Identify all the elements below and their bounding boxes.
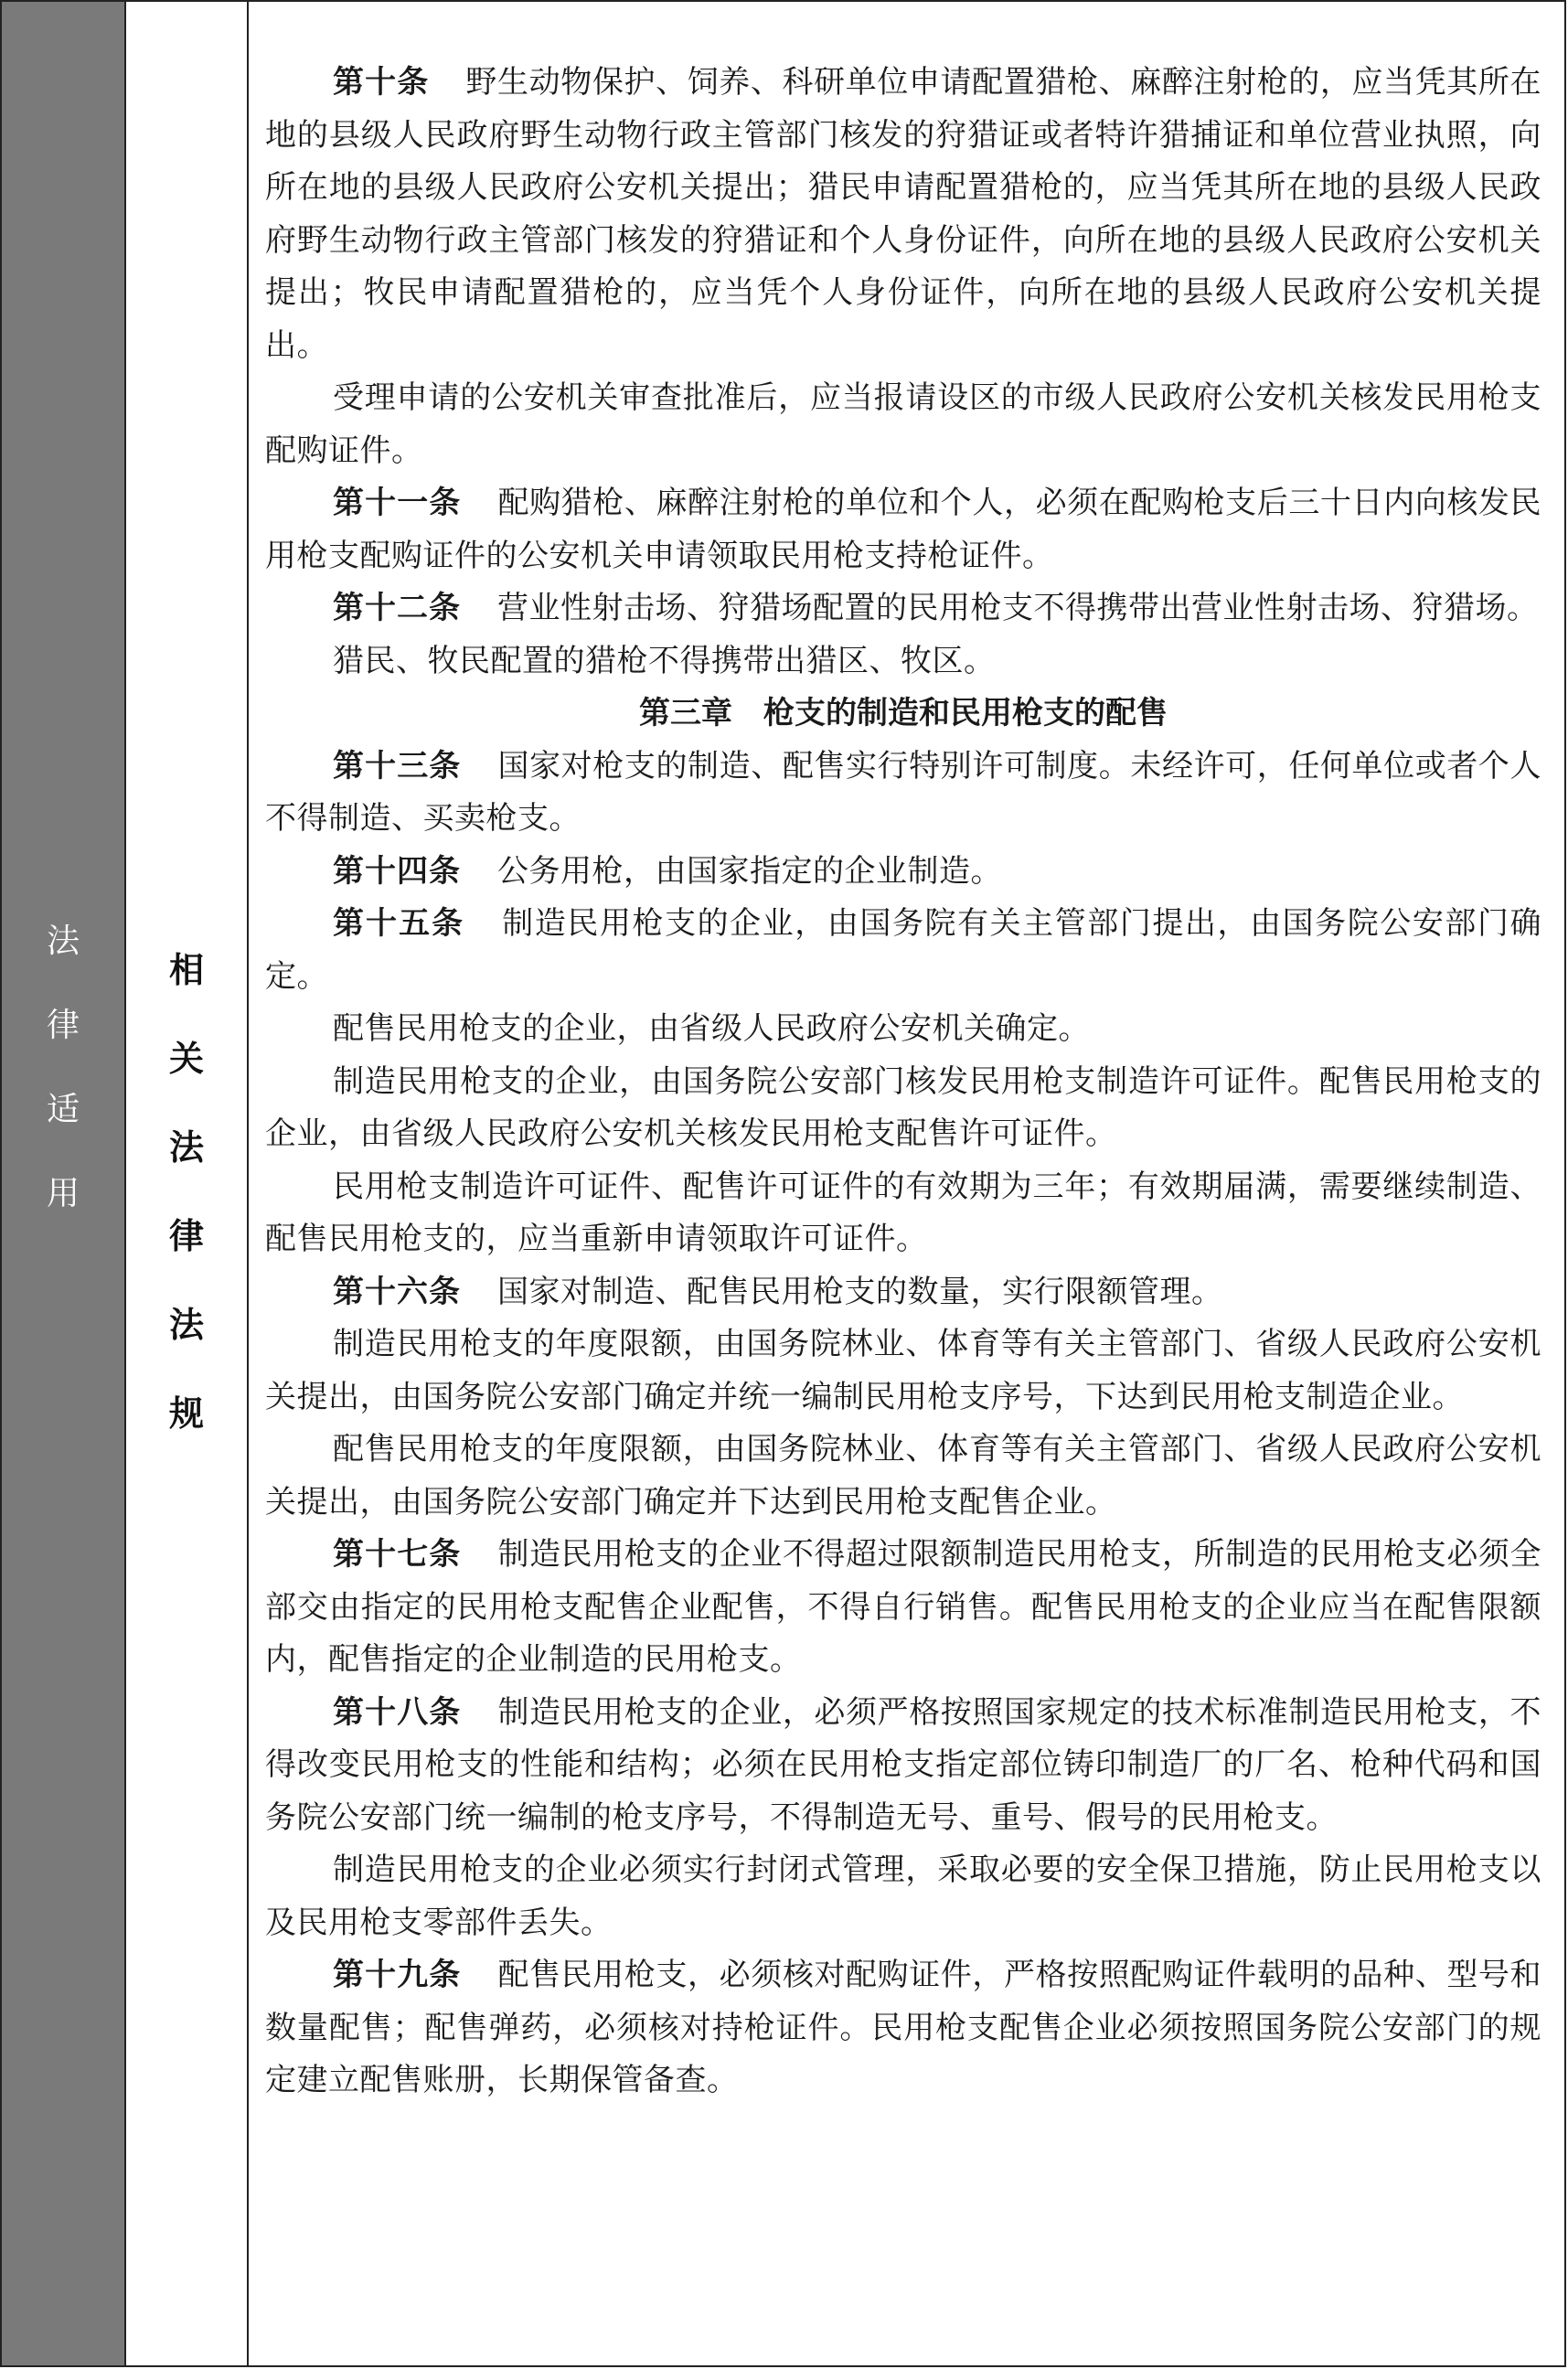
vertical-char: 规 xyxy=(168,1393,204,1434)
article-text: 配售民用枪支，必须核对配购证件，严格按照配购证件载明的品种、型号和数量配售；配售弹药，必须核对持枪证件。民用枪支配售企业必须按照国务院公安部门的规定建立配售账册，长期保管备查。 xyxy=(265,1957,1542,2098)
article-number: 第十一条 xyxy=(333,485,462,521)
article-text: 制造民用枪支的企业，由国务院公安部门核发民用枪支制造许可证件。配售民用枪支的企业，由省级人民政府公安机关核发民用枪支配售许可证件。 xyxy=(265,1062,1541,1152)
article-paragraph xyxy=(265,1949,1541,2108)
article-text: 制造民用枪支的企业不得超过限额制造民用枪支，所制造的民用枪支必须全部交由指定的民用枪支配售企业配售，不得自行销售。配售民用枪支的企业应当在配售限额内，配售指定的企业制造的民用枪支。 xyxy=(265,1536,1542,1678)
article-paragraph xyxy=(265,1424,1541,1529)
article-paragraph xyxy=(265,1266,1541,1319)
article-paragraph xyxy=(265,1318,1541,1424)
subcategory-column xyxy=(126,2,249,2365)
article-text: 营业性射击场、狩猎场配置的民用枪支不得携带出营业性射击场、狩猎场。 xyxy=(497,590,1539,626)
article-number: 第十七条 xyxy=(333,1536,462,1573)
article-number: 第十五条 xyxy=(333,905,465,942)
article-number: 第十八条 xyxy=(333,1693,462,1731)
vertical-char: 法 xyxy=(46,923,80,960)
article-paragraph xyxy=(265,477,1541,582)
article-text: 制造民用枪支的年度限额，由国务院林业、体育等有关主管部门、省级人民政府公安机关提出，由国务院公安部门确定并统一编制民用枪支序号，下达到民用枪支制造企业。 xyxy=(265,1326,1541,1415)
article-text: 公务用枪，由国家指定的企业制造。 xyxy=(497,852,1002,890)
article-paragraph xyxy=(265,898,1541,1003)
law-text xyxy=(265,57,1541,2108)
article-paragraph xyxy=(265,1529,1541,1687)
article-text: 制造民用枪支的企业，必须严格按照国家规定的技术标准制造民用枪支，不得改变民用枪支的性能和结构；必须在民用枪支指定部位铸印制造厂的厂名、枪种代码和国务院公安部门统一编制的枪支序号，不得制造无号、重号、假号的民用枪支。 xyxy=(265,1693,1542,1836)
article-number: 第十九条 xyxy=(333,1957,462,1993)
vertical-char: 法 xyxy=(168,1127,204,1168)
chapter-heading: 第三章 枪支的制造和民用枪支的配售 xyxy=(639,695,1168,731)
vertical-char: 法 xyxy=(168,1305,204,1345)
article-text: 野生动物保护、饲养、科研单位申请配置猎枪、麻醉注射枪的，应当凭其所在地的县级人民政府野生动物行政主管部门核发的狩猎证或者特许猎捕证和单位营业执照，向所在地的县级人民政府公安机关提出；猎民申请配置猎枪的，应当凭其所在地的县级人民政府野生动物行政主管部门核发的狩猎证和个人身份证件，向所在地的县级人民政府公安机关提出；牧民申请配置猎枪的，应当凭个人身份证件，向所在地的县级人民政府公安机关提出。 xyxy=(265,64,1542,364)
vertical-char: 律 xyxy=(46,1007,80,1044)
article-text: 配购猎枪、麻醉注射枪的单位和个人，必须在配购枪支后三十日内向核发民用枪支配购证件的公安机关申请领取民用枪支持枪证件。 xyxy=(265,485,1542,574)
vertical-char: 相 xyxy=(168,950,204,990)
vertical-char: 律 xyxy=(168,1216,204,1256)
article-text: 受理申请的公安机关审查批准后，应当报请设区的市级人民政府公安机关核发民用枪支配购证件。 xyxy=(265,379,1541,469)
article-paragraph xyxy=(265,1003,1541,1056)
vertical-char: 用 xyxy=(46,1175,80,1212)
article-paragraph xyxy=(265,582,1541,635)
article-paragraph xyxy=(265,635,1541,688)
category-column xyxy=(2,2,126,2365)
article-text: 民用枪支制造许可证件、配售许可证件的有效期为三年；有效期届满，需要继续制造、配售民用枪支的，应当重新申请领取许可证件。 xyxy=(265,1168,1541,1257)
article-number: 第十条 xyxy=(333,64,430,101)
vertical-char: 关 xyxy=(168,1039,204,1079)
category-label xyxy=(2,925,124,1262)
article-number: 第十三条 xyxy=(333,747,462,784)
article-paragraph xyxy=(265,1161,1541,1266)
article-number: 第十二条 xyxy=(333,590,461,626)
article-number: 第十四条 xyxy=(333,852,461,890)
subcategory-label xyxy=(126,950,247,1485)
article-number: 第十六条 xyxy=(333,1273,461,1310)
article-text: 配售民用枪支的年度限额，由国务院林业、体育等有关主管部门、省级人民政府公安机关提出，由国务院公安部门确定并下达到民用枪支配售企业。 xyxy=(265,1431,1541,1521)
article-paragraph xyxy=(265,372,1541,477)
article-text: 国家对枪支的制造、配售实行特别许可制度。未经许可，任何单位或者个人不得制造、买卖枪支。 xyxy=(265,747,1542,837)
article-text: 制造民用枪支的企业，由国务院有关主管部门提出，由国务院公安部门确定。 xyxy=(265,905,1542,995)
article-paragraph xyxy=(265,1687,1541,1845)
article-text: 配售民用枪支的企业，由省级人民政府公安机关确定。 xyxy=(333,1010,1090,1047)
vertical-char: 适 xyxy=(46,1091,80,1128)
article-text: 国家对制造、配售民用枪支的数量，实行限额管理。 xyxy=(497,1273,1223,1310)
article-text: 猎民、牧民配置的猎枪不得携带出猎区、牧区。 xyxy=(333,642,996,679)
article-paragraph xyxy=(265,741,1541,846)
article-paragraph xyxy=(265,57,1541,372)
article-paragraph xyxy=(265,846,1541,899)
article-paragraph xyxy=(265,1056,1541,1161)
article-text: 制造民用枪支的企业必须实行封闭式管理，采取必要的安全保卫措施，防止民用枪支以及民用枪支零部件丢失。 xyxy=(265,1851,1541,1941)
article-paragraph xyxy=(265,1844,1541,1949)
